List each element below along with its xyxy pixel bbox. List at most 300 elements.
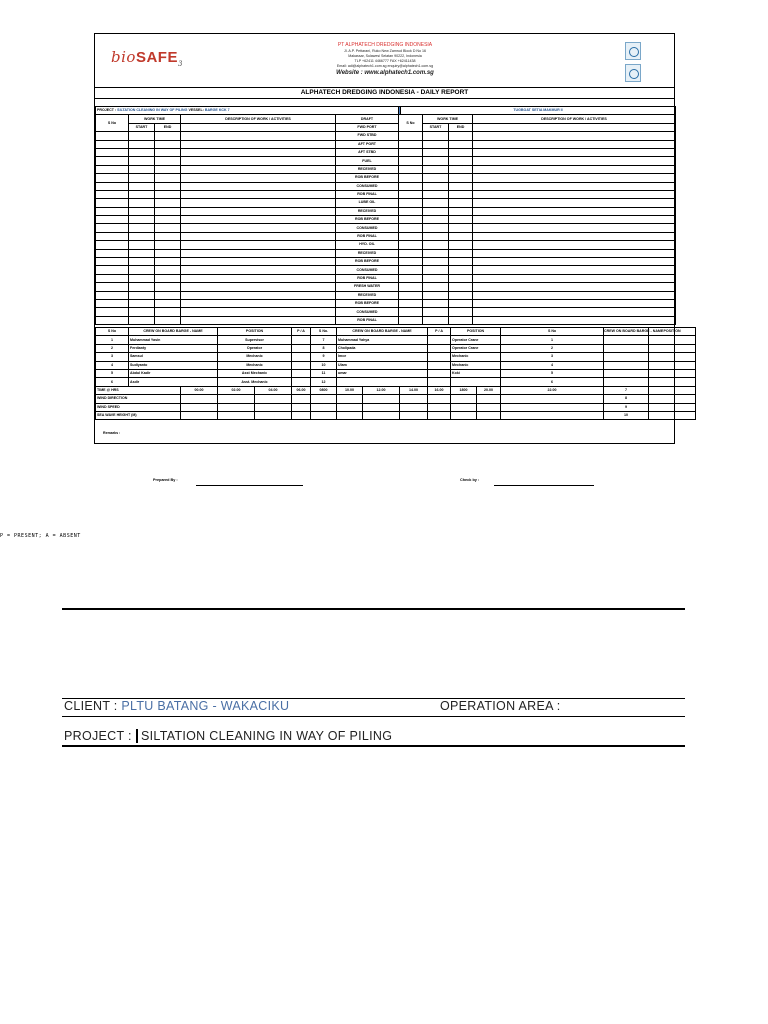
end-cell[interactable] — [449, 249, 473, 257]
description-cell[interactable] — [473, 266, 676, 274]
start-cell[interactable] — [129, 157, 155, 165]
end-cell[interactable] — [155, 266, 181, 274]
start-cell[interactable] — [423, 249, 449, 257]
start-cell[interactable] — [129, 140, 155, 148]
description-cell[interactable] — [181, 283, 336, 291]
end-cell[interactable] — [155, 249, 181, 257]
end-cell[interactable] — [155, 190, 181, 198]
end-cell[interactable] — [449, 266, 473, 274]
start-cell[interactable] — [129, 291, 155, 299]
description-cell[interactable] — [473, 224, 676, 232]
crew-name[interactable]: Abdul Kadir — [129, 369, 218, 377]
activity-row — [96, 274, 676, 282]
weather-cell[interactable] — [400, 403, 428, 411]
crew-name[interactable]: Cholipada — [337, 344, 428, 352]
description-cell[interactable] — [181, 165, 336, 173]
description-cell[interactable] — [473, 207, 676, 215]
end-cell[interactable] — [155, 316, 181, 324]
weather-cell[interactable] — [292, 403, 311, 411]
sno-cell[interactable] — [96, 299, 129, 307]
crew-position[interactable] — [649, 336, 696, 344]
crew-name[interactable]: Samsul — [129, 353, 218, 361]
description-cell[interactable] — [473, 316, 676, 324]
description-cell[interactable] — [473, 165, 676, 173]
start-cell[interactable] — [129, 249, 155, 257]
sno-cell[interactable] — [96, 232, 129, 240]
start-cell[interactable] — [423, 266, 449, 274]
sno-cell[interactable] — [399, 199, 423, 207]
end-cell[interactable] — [155, 274, 181, 282]
sno-cell[interactable] — [96, 224, 129, 232]
weather-cell[interactable] — [218, 403, 255, 411]
time-cell: 04.00 — [255, 386, 292, 394]
label-cell: AFT STBD — [336, 148, 399, 156]
label-cell: FWD STBD — [336, 132, 399, 140]
end-cell[interactable] — [449, 283, 473, 291]
start-cell[interactable] — [423, 190, 449, 198]
description-cell[interactable] — [473, 274, 676, 282]
sno-cell[interactable] — [96, 157, 129, 165]
description-cell[interactable] — [473, 199, 676, 207]
description-cell[interactable] — [181, 148, 336, 156]
sno-cell[interactable] — [399, 241, 423, 249]
end-cell[interactable] — [155, 157, 181, 165]
description-cell[interactable] — [473, 132, 676, 140]
weather-cell[interactable] — [337, 403, 363, 411]
crew-name[interactable] — [649, 411, 696, 419]
weather-cell[interactable] — [501, 395, 604, 403]
sno-cell[interactable] — [96, 174, 129, 182]
end-cell[interactable] — [155, 232, 181, 240]
description-cell[interactable] — [473, 249, 676, 257]
sno-cell[interactable] — [399, 283, 423, 291]
divider — [62, 716, 685, 717]
start-cell[interactable] — [129, 190, 155, 198]
crew-position[interactable]: Mechanic — [218, 353, 292, 361]
sno-cell[interactable] — [96, 148, 129, 156]
weather-cell[interactable] — [428, 403, 451, 411]
description-cell[interactable] — [181, 241, 336, 249]
description-cell[interactable] — [181, 174, 336, 182]
checked-by-line[interactable] — [494, 485, 594, 486]
weather-cell[interactable] — [311, 395, 337, 403]
sno-cell[interactable] — [399, 165, 423, 173]
sno-cell[interactable] — [96, 216, 129, 224]
start-cell[interactable] — [129, 148, 155, 156]
description-cell[interactable] — [181, 216, 336, 224]
end-cell[interactable] — [449, 199, 473, 207]
sno-cell[interactable] — [399, 224, 423, 232]
crew-name[interactable]: Sudiyanto — [129, 361, 218, 369]
end-cell[interactable] — [155, 283, 181, 291]
sno-cell[interactable] — [96, 241, 129, 249]
weather-cell[interactable] — [400, 395, 428, 403]
description-cell[interactable] — [181, 299, 336, 307]
start-cell[interactable] — [423, 232, 449, 240]
description-cell[interactable] — [181, 199, 336, 207]
crew-name[interactable] — [337, 378, 428, 386]
crew-no: 6 — [96, 378, 129, 386]
description-cell[interactable] — [181, 224, 336, 232]
sno-header: S No — [501, 328, 604, 336]
weather-cell[interactable] — [311, 403, 337, 411]
start-cell[interactable] — [423, 157, 449, 165]
sno-cell[interactable] — [399, 232, 423, 240]
crew-name[interactable]: Asdir — [129, 378, 218, 386]
sno-cell[interactable] — [399, 299, 423, 307]
sno-cell[interactable] — [399, 258, 423, 266]
weather-cell[interactable] — [255, 411, 292, 419]
sno-cell[interactable] — [399, 274, 423, 282]
end-cell[interactable] — [155, 216, 181, 224]
end-cell[interactable] — [155, 148, 181, 156]
remarks-label: Remarks : — [103, 431, 121, 435]
crew-position[interactable] — [451, 378, 501, 386]
sno-cell[interactable] — [399, 140, 423, 148]
sno-cell[interactable] — [399, 249, 423, 257]
description-cell[interactable] — [181, 182, 336, 190]
crew-pa[interactable] — [292, 353, 311, 361]
description-cell[interactable] — [181, 123, 336, 131]
end-cell[interactable] — [155, 165, 181, 173]
crew-position[interactable] — [649, 369, 696, 377]
end-cell[interactable] — [155, 132, 181, 140]
certification-badge-icon — [625, 42, 641, 60]
crew-pa[interactable] — [292, 336, 311, 344]
start-cell[interactable] — [129, 316, 155, 324]
sno-cell[interactable] — [399, 308, 423, 316]
crew-position[interactable]: Asst. Mechanic — [218, 378, 292, 386]
crew-position[interactable]: Koki — [451, 369, 501, 377]
end-cell[interactable] — [155, 299, 181, 307]
crew-position[interactable] — [649, 344, 696, 352]
crew-position[interactable] — [649, 353, 696, 361]
description-cell[interactable] — [181, 316, 336, 324]
end-cell[interactable] — [449, 216, 473, 224]
sno-cell[interactable] — [96, 283, 129, 291]
biosafe-logo — [111, 48, 183, 68]
sno-cell[interactable] — [96, 308, 129, 316]
start-cell[interactable] — [129, 174, 155, 182]
sno-cell[interactable] — [96, 249, 129, 257]
weather-cell[interactable] — [501, 403, 604, 411]
activity-row — [96, 157, 676, 165]
description-cell[interactable] — [473, 291, 676, 299]
label-cell: HYD. OIL — [336, 241, 399, 249]
sno-cell[interactable] — [399, 216, 423, 224]
description-cell[interactable] — [181, 266, 336, 274]
crew-position[interactable]: Mechanic — [451, 361, 501, 369]
end-cell[interactable] — [155, 207, 181, 215]
crew-position[interactable]: Operator Crane — [451, 336, 501, 344]
crew-position[interactable]: Operator — [218, 344, 292, 352]
start-cell[interactable] — [423, 316, 449, 324]
sno-cell[interactable] — [96, 190, 129, 198]
start-cell[interactable] — [423, 132, 449, 140]
end-cell[interactable] — [155, 174, 181, 182]
crew-name[interactable]: Ulam — [337, 361, 428, 369]
weather-cell[interactable] — [292, 395, 311, 403]
crew-name[interactable]: Imce — [337, 353, 428, 361]
crew-name[interactable]: Muhammad Yasin — [129, 336, 218, 344]
description-cell[interactable] — [181, 274, 336, 282]
end-cell[interactable] — [155, 224, 181, 232]
crew-name[interactable]: umar — [337, 369, 428, 377]
description-cell[interactable] — [181, 291, 336, 299]
end-cell[interactable] — [449, 316, 473, 324]
end-cell[interactable] — [155, 140, 181, 148]
start-cell[interactable] — [129, 308, 155, 316]
label-cell: FUEL — [336, 157, 399, 165]
weather-cell[interactable] — [477, 403, 501, 411]
weather-cell[interactable] — [337, 395, 363, 403]
description-cell[interactable] — [473, 216, 676, 224]
activity-row — [96, 140, 676, 148]
crew-name[interactable] — [649, 386, 696, 394]
end-cell[interactable] — [449, 274, 473, 282]
sno-cell[interactable] — [96, 258, 129, 266]
start-cell[interactable] — [129, 182, 155, 190]
weather-cell[interactable] — [181, 395, 218, 403]
crew-name[interactable]: Ferdianty — [129, 344, 218, 352]
end-cell[interactable] — [449, 140, 473, 148]
weather-cell[interactable] — [451, 395, 477, 403]
sno-cell[interactable] — [399, 157, 423, 165]
end-cell[interactable] — [155, 241, 181, 249]
end-cell[interactable] — [449, 232, 473, 240]
crew-position[interactable]: Mechanic — [218, 361, 292, 369]
end-cell[interactable] — [449, 190, 473, 198]
sno-cell[interactable] — [96, 316, 129, 324]
weather-cell[interactable] — [477, 395, 501, 403]
weather-cell[interactable] — [255, 395, 292, 403]
weather-cell[interactable] — [363, 403, 400, 411]
weather-cell[interactable] — [477, 411, 501, 419]
start-cell[interactable] — [129, 216, 155, 224]
sno-cell[interactable] — [399, 190, 423, 198]
description-cell[interactable] — [181, 157, 336, 165]
sno-cell[interactable] — [399, 291, 423, 299]
crew-position[interactable]: Supervisor — [218, 336, 292, 344]
weather-cell[interactable] — [501, 411, 604, 419]
weather-cell[interactable] — [292, 411, 311, 419]
start-cell[interactable] — [129, 274, 155, 282]
weather-cell[interactable] — [451, 403, 477, 411]
description-cell[interactable] — [473, 140, 676, 148]
sno-cell[interactable] — [96, 199, 129, 207]
sno-cell[interactable] — [399, 148, 423, 156]
sno-header: S No — [96, 115, 129, 132]
weather-cell[interactable] — [363, 411, 400, 419]
start-cell[interactable] — [423, 140, 449, 148]
start-cell[interactable] — [423, 199, 449, 207]
start-cell[interactable] — [129, 283, 155, 291]
description-cell[interactable] — [473, 308, 676, 316]
description-cell[interactable] — [181, 232, 336, 240]
sno-cell[interactable] — [399, 174, 423, 182]
crew-position[interactable]: Mechanic — [451, 353, 501, 361]
client-row — [64, 699, 289, 713]
description-cell[interactable] — [181, 258, 336, 266]
start-cell[interactable] — [423, 308, 449, 316]
start-cell[interactable] — [423, 258, 449, 266]
start-cell[interactable] — [423, 241, 449, 249]
end-cell[interactable] — [449, 291, 473, 299]
crew-pa[interactable] — [428, 378, 451, 386]
sno-cell[interactable] — [96, 266, 129, 274]
crew-name-header: CREW ON BOARD BARGE - NAME — [337, 328, 428, 336]
start-cell[interactable] — [129, 232, 155, 240]
end-cell[interactable] — [449, 157, 473, 165]
end-cell[interactable] — [155, 199, 181, 207]
crew-position[interactable] — [649, 378, 696, 386]
start-cell[interactable] — [129, 207, 155, 215]
start-cell[interactable] — [423, 207, 449, 215]
start-cell[interactable] — [129, 224, 155, 232]
crew-pa[interactable] — [292, 361, 311, 369]
weather-cell[interactable] — [400, 411, 428, 419]
crew-position[interactable]: Asst Mechanic — [218, 369, 292, 377]
start-cell[interactable] — [129, 266, 155, 274]
description-cell[interactable] — [473, 241, 676, 249]
end-cell[interactable] — [449, 132, 473, 140]
description-cell[interactable] — [473, 190, 676, 198]
weather-cell[interactable] — [363, 395, 400, 403]
time-cell: 20.00 — [477, 386, 501, 394]
description-cell[interactable] — [473, 232, 676, 240]
description-cell[interactable] — [473, 258, 676, 266]
sno-cell[interactable] — [399, 207, 423, 215]
start-cell[interactable] — [423, 148, 449, 156]
start-cell[interactable] — [129, 299, 155, 307]
weather-cell[interactable] — [181, 403, 218, 411]
description-cell[interactable] — [181, 308, 336, 316]
description-cell[interactable] — [473, 123, 676, 131]
crew-pa[interactable] — [292, 369, 311, 377]
weather-cell[interactable] — [428, 411, 451, 419]
start-cell[interactable] — [129, 258, 155, 266]
sno-cell[interactable] — [96, 132, 129, 140]
weather-cell[interactable] — [451, 411, 477, 419]
end-cell[interactable] — [155, 291, 181, 299]
end-cell[interactable] — [449, 299, 473, 307]
crew-name[interactable] — [604, 344, 649, 352]
start-cell[interactable] — [423, 224, 449, 232]
crew-name[interactable] — [604, 361, 649, 369]
description-cell[interactable] — [181, 190, 336, 198]
crew-name[interactable] — [604, 353, 649, 361]
crew-name[interactable]: Muhammad Yahya — [337, 336, 428, 344]
description-cell[interactable] — [181, 207, 336, 215]
prepared-by-label: Prepared By : — [153, 478, 178, 482]
start-cell[interactable] — [423, 165, 449, 173]
crew-name[interactable] — [649, 403, 696, 411]
end-cell[interactable] — [449, 148, 473, 156]
sno-cell[interactable] — [96, 207, 129, 215]
start-cell[interactable] — [423, 299, 449, 307]
tugboat-cell: TUGBOAT SETIA MAKMUR II — [401, 107, 676, 115]
end-cell[interactable] — [449, 241, 473, 249]
crew-pa[interactable] — [428, 361, 451, 369]
start-cell[interactable] — [423, 174, 449, 182]
crew-position[interactable] — [649, 361, 696, 369]
position-header: POSITION — [451, 328, 501, 336]
end-cell[interactable] — [449, 207, 473, 215]
crew-pa[interactable] — [292, 378, 311, 386]
crew-pa[interactable] — [428, 353, 451, 361]
prepared-by-line[interactable] — [196, 485, 303, 486]
description-cell[interactable] — [473, 182, 676, 190]
weather-cell[interactable] — [218, 395, 255, 403]
description-cell[interactable] — [473, 174, 676, 182]
end-cell[interactable] — [155, 308, 181, 316]
description-cell[interactable] — [181, 140, 336, 148]
crew-pa[interactable] — [292, 344, 311, 352]
start-cell[interactable] — [129, 199, 155, 207]
sno-cell[interactable] — [399, 132, 423, 140]
end-cell[interactable] — [449, 165, 473, 173]
start-cell[interactable] — [423, 216, 449, 224]
end-cell[interactable] — [449, 182, 473, 190]
weather-cell[interactable] — [428, 395, 451, 403]
description-cell[interactable] — [473, 157, 676, 165]
description-cell[interactable] — [473, 148, 676, 156]
sno-cell[interactable] — [96, 140, 129, 148]
start-cell[interactable] — [129, 132, 155, 140]
end-cell[interactable] — [155, 182, 181, 190]
crew-name[interactable] — [604, 369, 649, 377]
end-cell[interactable] — [449, 174, 473, 182]
start-cell[interactable] — [129, 241, 155, 249]
sno-cell[interactable] — [96, 291, 129, 299]
weather-cell[interactable] — [255, 403, 292, 411]
end-cell[interactable] — [449, 258, 473, 266]
activity-row — [96, 249, 676, 257]
end-cell[interactable] — [449, 308, 473, 316]
crew-pa[interactable] — [428, 369, 451, 377]
crew-position[interactable]: Operator Crane — [451, 344, 501, 352]
weather-cell[interactable] — [181, 411, 218, 419]
description-cell[interactable] — [181, 132, 336, 140]
crew-pa[interactable] — [428, 336, 451, 344]
weather-cell[interactable] — [311, 411, 337, 419]
weather-cell[interactable] — [337, 411, 363, 419]
start-cell[interactable] — [423, 182, 449, 190]
start-cell[interactable] — [129, 165, 155, 173]
sno-cell[interactable] — [96, 274, 129, 282]
crew-no: 2 — [96, 344, 129, 352]
end-cell[interactable] — [155, 258, 181, 266]
crew-name[interactable] — [604, 336, 649, 344]
sno-cell[interactable] — [399, 182, 423, 190]
presence-legend: P = PRESENT; A = ABSENT — [0, 533, 81, 539]
sno-cell[interactable] — [399, 266, 423, 274]
sno-cell[interactable] — [399, 316, 423, 324]
end-cell[interactable] — [449, 224, 473, 232]
sno-cell[interactable] — [96, 165, 129, 173]
crew-name[interactable] — [604, 378, 649, 386]
weather-cell[interactable] — [218, 411, 255, 419]
start-cell[interactable] — [423, 291, 449, 299]
start-cell[interactable] — [423, 274, 449, 282]
crew-pa[interactable] — [428, 344, 451, 352]
description-cell[interactable] — [181, 249, 336, 257]
sno-cell[interactable] — [96, 182, 129, 190]
description-cell[interactable] — [473, 299, 676, 307]
start-cell[interactable] — [423, 283, 449, 291]
description-cell[interactable] — [473, 283, 676, 291]
crew-name[interactable] — [649, 395, 696, 403]
